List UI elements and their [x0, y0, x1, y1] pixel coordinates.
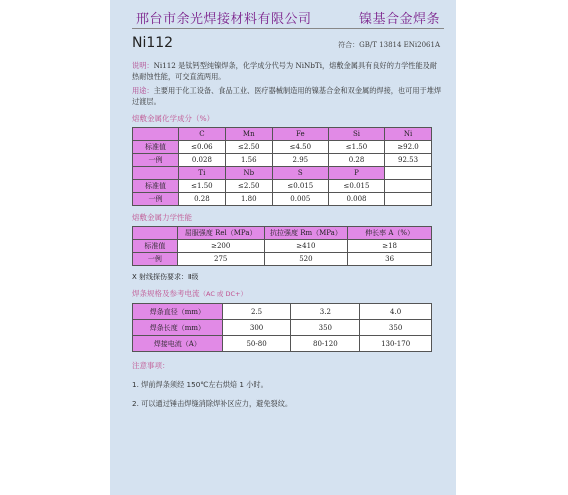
table-cell: ≤1.50	[178, 180, 225, 193]
table-cell	[133, 167, 179, 180]
chem-section-title: 熔敷金属化学成分（%）	[132, 114, 215, 123]
company-name: 邢台市余光焊接材料有限公司	[136, 12, 312, 27]
table-cell: 焊条直径（mm）	[133, 304, 223, 320]
table-cell: 1.56	[225, 154, 272, 167]
table-cell: Mn	[225, 128, 272, 141]
table-cell: ≥200	[177, 240, 264, 253]
usage-label: 用途：	[132, 86, 154, 95]
model-number: Ni112	[132, 35, 174, 51]
table-cell: 0.005	[272, 193, 328, 206]
table-cell	[385, 167, 432, 180]
table-cell: C	[178, 128, 225, 141]
table-cell: ≤4.50	[272, 141, 328, 154]
table-cell: 80-120	[291, 336, 360, 352]
table-cell: Ni	[385, 128, 432, 141]
table-row	[133, 320, 432, 336]
usage-paragraph	[132, 85, 444, 107]
table-cell: 2.95	[272, 154, 328, 167]
table-cell: 275	[177, 253, 264, 266]
table-cell: ≤1.50	[328, 141, 384, 154]
table-row	[133, 193, 432, 206]
datasheet-page	[110, 0, 456, 495]
table-cell: ≥410	[264, 240, 348, 253]
table-cell: 0.028	[178, 154, 225, 167]
table-cell: 4.0	[360, 304, 432, 320]
table-cell: 标准值	[133, 180, 179, 193]
table-row	[133, 180, 432, 193]
page-header	[132, 6, 444, 29]
table-cell: ≤2.50	[225, 180, 272, 193]
table-row	[133, 253, 432, 266]
description-text: Ni112 是钛钙型纯镍焊条，化学成分代号为 NiNbTi，熔敷金属具有良好的力学性能及耐热耐蚀性能，可交直流两用。	[132, 61, 438, 81]
table-row	[133, 167, 432, 180]
table-cell: 抗拉强度 Rm（MPa）	[264, 227, 348, 240]
spec-table	[132, 303, 432, 352]
table-cell: P	[328, 167, 384, 180]
table-row	[133, 336, 432, 352]
table-cell: 92.53	[385, 154, 432, 167]
table-cell: 0.008	[328, 193, 384, 206]
usage-text: 主要用于化工设备、食品工业、医疗器械制造用的镍基合金和双金属的焊接，也可用于堆焊过渡层。	[132, 86, 442, 106]
table-cell: 1.80	[225, 193, 272, 206]
table-row	[133, 128, 432, 141]
table-cell: 0.28	[328, 154, 384, 167]
table-cell: 一例	[133, 193, 179, 206]
notes-title: 注意事项：	[132, 361, 170, 370]
table-cell: 3.2	[291, 304, 360, 320]
table-cell: ≤0.015	[272, 180, 328, 193]
table-cell: 伸长率 A（%）	[348, 227, 432, 240]
mech-table	[132, 226, 432, 266]
table-cell: 标准值	[133, 141, 179, 154]
table-cell: 屈服强度 Rel（MPa）	[177, 227, 264, 240]
table-cell: Nb	[225, 167, 272, 180]
table-cell: 350	[360, 320, 432, 336]
note-item-2: 2. 可以通过锤击焊缝消除焊补区应力，避免裂纹。	[132, 399, 293, 408]
table-cell: 0.28	[178, 193, 225, 206]
table-cell: Fe	[272, 128, 328, 141]
model-row	[132, 35, 444, 57]
table-cell	[385, 193, 432, 206]
table-cell: Ti	[178, 167, 225, 180]
mech-section-title: 熔敷金属力学性能	[132, 213, 192, 222]
xray-requirement: X 射线探伤要求：Ⅱ级	[132, 273, 199, 281]
table-cell: ≤0.015	[328, 180, 384, 193]
description-label: 说明：	[132, 61, 154, 70]
table-cell: 130-170	[360, 336, 432, 352]
table-cell: S	[272, 167, 328, 180]
table-cell: 标准值	[133, 240, 178, 253]
table-cell: Si	[328, 128, 384, 141]
chem-table	[132, 127, 432, 206]
table-cell: 50-80	[222, 336, 291, 352]
table-row	[133, 154, 432, 167]
table-cell	[133, 227, 178, 240]
table-cell: 36	[348, 253, 432, 266]
table-cell: ≤0.06	[178, 141, 225, 154]
table-cell	[385, 180, 432, 193]
table-cell: 350	[291, 320, 360, 336]
table-cell: 520	[264, 253, 348, 266]
product-type: 镍基合金焊条	[358, 12, 440, 27]
table-cell: 2.5	[222, 304, 291, 320]
table-cell: 一例	[133, 154, 179, 167]
table-row	[133, 304, 432, 320]
table-cell: 300	[222, 320, 291, 336]
table-row	[133, 240, 432, 253]
table-cell: 一例	[133, 253, 178, 266]
table-cell: ≤2.50	[225, 141, 272, 154]
spec-section-title	[132, 288, 444, 299]
table-row	[133, 141, 432, 154]
table-cell: ≥18	[348, 240, 432, 253]
table-cell: 焊接电流（A）	[133, 336, 223, 352]
spec-current-type: （AC 或 DC+）	[199, 290, 247, 298]
standard-compliance: 符合：GB/T 13814 ENi2061A	[338, 41, 440, 49]
note-item-1: 1. 焊前焊条须经 150℃左右烘焙 1 小时。	[132, 380, 268, 389]
table-row	[133, 227, 432, 240]
table-cell: 焊条长度（mm）	[133, 320, 223, 336]
spec-title: 焊条规格及参考电流	[132, 289, 200, 298]
table-cell	[133, 128, 179, 141]
description-paragraph	[132, 60, 444, 82]
table-cell: ≥92.0	[385, 141, 432, 154]
